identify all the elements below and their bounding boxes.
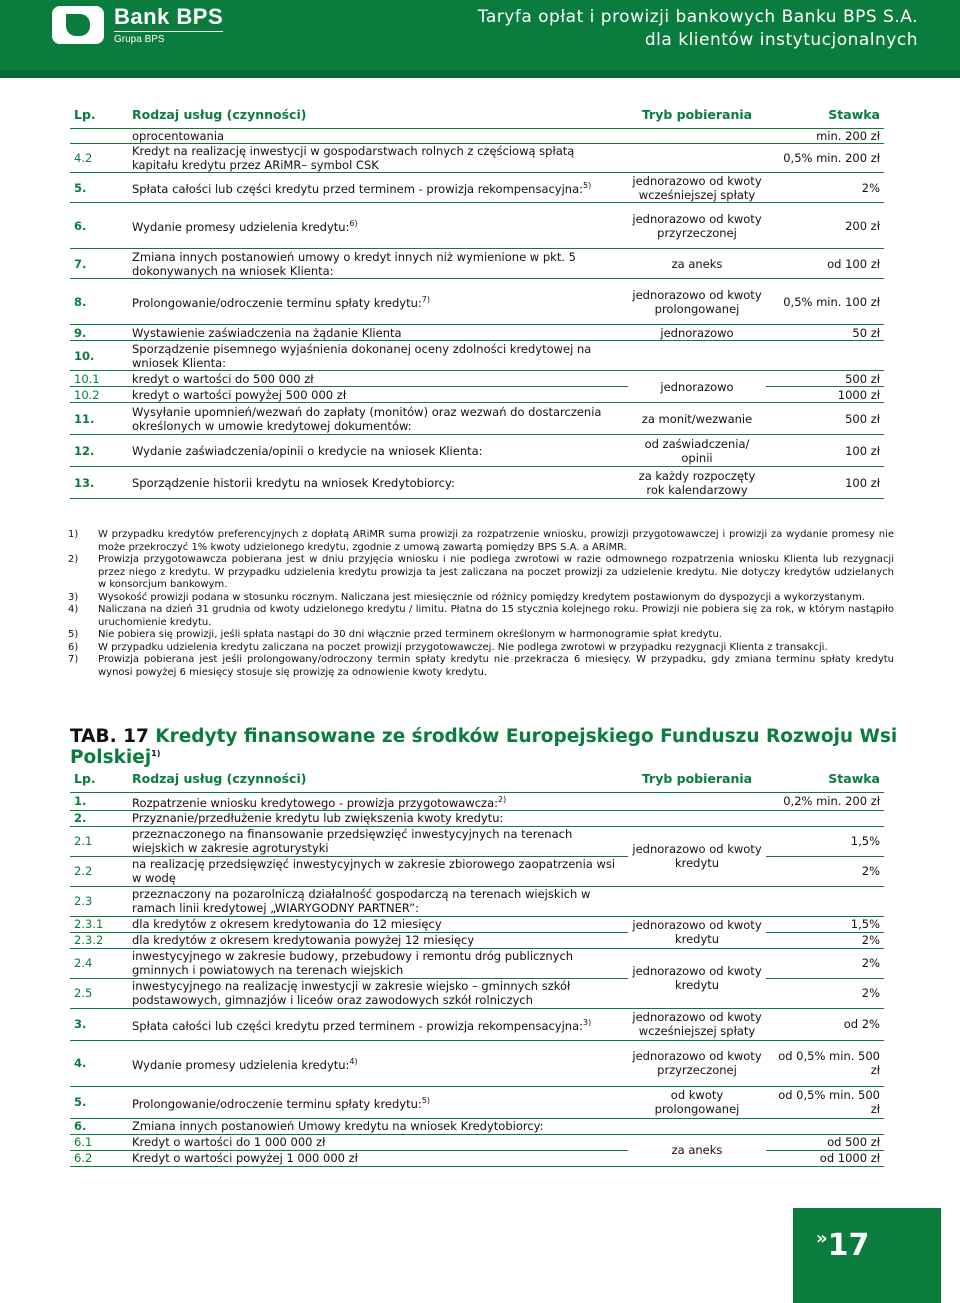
service-text: Sporządzenie pisemnego wyjaśnienia dokonanej oceny zdolności kredytowej na wniosek Klienta: xyxy=(132,341,592,370)
cell-mode: jednorazowo od kwoty przyrzeczonej xyxy=(628,1040,766,1086)
header-band xyxy=(0,70,960,78)
table-row xyxy=(70,341,884,371)
cell-mode: jednorazowo od kwoty przyrzeczonej xyxy=(628,203,766,249)
col-rate: Stawka xyxy=(766,102,884,129)
footnote xyxy=(68,629,894,642)
service-text: inwestycyjnego w zakresie budowy, przebudowy i remontu dróg publicznych gminnych i powiatowych na terenach wiejskich xyxy=(132,949,574,978)
cell-lp: 8. xyxy=(70,279,128,325)
cell-mode: jednorazowo od kwoty kredytu xyxy=(628,948,766,1008)
table-row xyxy=(70,810,884,826)
footnote-number: 6) xyxy=(68,641,79,653)
cell-rate: 2% xyxy=(766,173,884,203)
service-text: Zmiana innych postanowień umowy o kredyt innych niż wymienione w pkt. 5 dokonywanych na wniosek Klienta: xyxy=(132,249,576,278)
cell-service xyxy=(128,1150,628,1166)
cell-mode: za monit/wezwanie xyxy=(628,403,766,435)
cell-lp: 1. xyxy=(70,793,128,811)
footnote xyxy=(68,592,894,605)
footnote xyxy=(68,529,894,554)
cell-service xyxy=(128,1040,628,1086)
table-title-footnote: 1) xyxy=(151,748,161,758)
table-17-heading xyxy=(70,726,960,768)
logo-title: Bank BPS xyxy=(114,4,224,29)
cell-lp: 6.1 xyxy=(70,1134,128,1150)
table-row xyxy=(70,1118,884,1134)
cell-rate xyxy=(766,810,884,826)
cell-lp: 2.3 xyxy=(70,886,128,916)
service-text: Wysyłanie upomnień/wezwań do zapłaty (monitów) oraz wezwań do dostarczenia określonych w umowie kredytowej dokumentów: xyxy=(132,404,602,433)
table-row xyxy=(70,948,884,978)
page-marker: » xyxy=(816,1228,828,1249)
footnote xyxy=(68,604,894,629)
cell-mode: jednorazowo xyxy=(628,325,766,341)
col-rate: Stawka xyxy=(766,766,884,793)
cell-rate: od 1000 zł xyxy=(766,1150,884,1166)
cell-lp: 2.5 xyxy=(70,978,128,1008)
cell-rate: 2% xyxy=(766,948,884,978)
cell-service xyxy=(128,978,628,1008)
service-text: dla kredytów z okresem kredytowania powyżej 12 miesięcy xyxy=(132,933,475,948)
fee-table-continued xyxy=(70,102,884,499)
cell-service xyxy=(128,1118,628,1134)
cell-lp: 13. xyxy=(70,467,128,499)
cell-lp: 7. xyxy=(70,249,128,279)
cell-service xyxy=(128,948,628,978)
cell-mode: jednorazowo od kwoty kredytu xyxy=(628,916,766,948)
cell-service xyxy=(128,249,628,279)
cell-lp: 11. xyxy=(70,403,128,435)
cell-rate: 0,5% min. 100 zł xyxy=(766,279,884,325)
cell-lp: 3. xyxy=(70,1008,128,1040)
service-text: dla kredytów z okresem kredytowania do 12 miesięcy xyxy=(132,917,442,932)
service-text: na realizację przedsięwzięć inwestycyjnych w zakresie zbiorowego zaopatrzenia wsi w wodę xyxy=(132,857,616,886)
footnote-number: 5) xyxy=(68,629,79,640)
service-text: oprocentowania xyxy=(132,129,225,143)
table-title: Kredyty finansowane ze środków Europejskiego Funduszu Rozwoju Wsi Polskiej xyxy=(70,726,898,768)
footnotes xyxy=(68,529,894,679)
footnote-ref: 3) xyxy=(583,1017,592,1027)
cell-rate: 1,5% xyxy=(766,916,884,932)
footnote-ref: 6) xyxy=(349,219,358,229)
cell-rate: 2% xyxy=(766,978,884,1008)
cell-lp: 10. xyxy=(70,341,128,371)
cell-mode: od zaświadczenia/ opinii xyxy=(628,435,766,467)
cell-service xyxy=(128,1086,628,1118)
service-text: Spłata całości lub części kredytu przed terminem - prowizja rekompensacyjna: xyxy=(132,181,584,196)
cell-service xyxy=(128,916,628,932)
table-row xyxy=(70,826,884,856)
cell-lp: 2.1 xyxy=(70,826,128,856)
col-mode: Tryb pobierania xyxy=(628,102,766,129)
cell-service xyxy=(128,371,628,387)
cell-service xyxy=(128,793,628,811)
table-row xyxy=(70,249,884,279)
cell-rate: 100 zł xyxy=(766,435,884,467)
footnote-number: 2) xyxy=(68,554,79,565)
cell-rate: 0,2% min. 200 zł xyxy=(766,793,884,811)
title-line-2: dla klientów instytucjonalnych xyxy=(644,30,918,50)
cell-lp: 5. xyxy=(70,1086,128,1118)
cell-lp: 2.4 xyxy=(70,948,128,978)
cell-lp: 6. xyxy=(70,1118,128,1134)
footnote-text: Naliczana na dzień 31 grudnia od kwoty udzielonego kredytu / limitu. Płatna do 15 stycznia kolejnego roku. Prowizji nie pobiera się za rok, w którym nastąpiło uruchomienie kredytu. xyxy=(98,604,894,628)
cell-mode: jednorazowo od kwoty kredytu xyxy=(628,826,766,886)
fee-table-17 xyxy=(70,766,884,1167)
service-text: Prolongowanie/odroczenie terminu spłaty kredytu: xyxy=(132,295,422,310)
cell-rate: od 0,5% min. 500 zł xyxy=(766,1040,884,1086)
footnote-ref: 5) xyxy=(421,1095,431,1105)
cell-service xyxy=(128,203,628,249)
cell-service xyxy=(128,403,628,435)
cell-lp: 2. xyxy=(70,810,128,826)
cell-rate: 0,5% min. 200 zł xyxy=(766,144,884,173)
footnote-text: Prowizja przygotowawcza pobierana jest w dniu przyjęcia wniosku i nie podlega zwrotowi w razie odmownego rozpatrzenia wniosku Klienta lub rezygnacji przez niego z kredytu. W przypadku udzielenia kredytu prowizja ta jest zaliczana na poczet prowizji za udzielenie kredytu. Nie dotyczy kredytów udzielanych w konsorcjum bankowym. xyxy=(98,554,894,590)
page-number-value: 17 xyxy=(827,1228,870,1263)
cell-service xyxy=(128,810,628,826)
cell-rate: 100 zł xyxy=(766,467,884,499)
table-row xyxy=(70,403,884,435)
table-row xyxy=(70,129,884,144)
cell-rate: 2% xyxy=(766,932,884,948)
footnote-number: 3) xyxy=(68,591,79,603)
cell-lp: 2.3.1 xyxy=(70,916,128,932)
cell-service xyxy=(128,129,628,144)
table-row xyxy=(70,916,884,932)
cell-mode xyxy=(628,886,766,916)
table-row xyxy=(70,279,884,325)
cell-mode: za aneks xyxy=(628,249,766,279)
cell-rate: min. 200 zł xyxy=(766,129,884,144)
cell-lp: 2.3.2 xyxy=(70,932,128,948)
cell-mode: jednorazowo od kwoty wcześniejszej spłaty xyxy=(628,1008,766,1040)
col-lp: Lp. xyxy=(70,102,128,129)
service-text: Kredyt na realizację inwestycji w gospodarstwach rolnych z częściową spłatą kapitału kredytu przez ARiMR– symbol CSK xyxy=(132,144,575,172)
table-row xyxy=(70,173,884,203)
col-mode: Tryb pobierania xyxy=(628,766,766,793)
cell-lp: 10.1 xyxy=(70,371,128,387)
cell-service xyxy=(128,144,628,173)
cell-lp: 4.2 xyxy=(70,144,128,173)
cell-rate: 500 zł xyxy=(766,371,884,387)
cell-service xyxy=(128,435,628,467)
service-text: Kredyt o wartości powyżej 1 000 000 zł xyxy=(132,1151,358,1166)
cell-mode: od kwoty prolongowanej xyxy=(628,1086,766,1118)
footnote-ref: 4) xyxy=(349,1056,358,1066)
cell-lp: 10.2 xyxy=(70,387,128,403)
cell-lp: 6. xyxy=(70,203,128,249)
document-title xyxy=(478,6,918,52)
service-text: inwestycyjnego na realizację inwestycji w zakresie wiejsko – gminnych szkół podstawowych, gimnazjów i liceów oraz zawodowych szkół rolniczych xyxy=(132,979,571,1008)
cell-mode: jednorazowo od kwoty prolongowanej xyxy=(628,279,766,325)
cell-mode xyxy=(628,1118,766,1134)
table-row xyxy=(70,1134,884,1150)
cell-mode: za aneks xyxy=(628,1134,766,1166)
service-text: kredyt o wartości powyżej 500 000 zł xyxy=(132,387,347,402)
cell-service xyxy=(128,341,628,371)
cell-rate: 1,5% xyxy=(766,826,884,856)
footnote-text: Nie pobiera się prowizji, jeśli spłata nastąpi do 30 dni włącznie przed terminem określonym w harmonogramie spłat kredytu. xyxy=(98,629,722,640)
service-text: Wystawienie zaświadczenia na żądanie Klienta xyxy=(132,325,402,340)
title-line-1: Taryfa opłat i prowizji bankowych Banku BPS S.A. xyxy=(477,7,918,27)
footnote xyxy=(68,554,894,592)
logo-icon xyxy=(52,6,104,44)
page-header xyxy=(0,0,960,78)
service-text: Sporządzenie historii kredytu na wniosek Kredytobiorcy: xyxy=(132,475,455,490)
footnote-number: 7) xyxy=(68,654,79,665)
cell-rate: od 2% xyxy=(766,1008,884,1040)
cell-mode: za każdy rozpoczęty rok kalendarzowy xyxy=(628,467,766,499)
service-text: Wydanie promesy udzielenia kredytu: xyxy=(132,1057,350,1072)
footnote-text: Prowizja pobierana jest jeśli prolongowany/odroczony termin spłaty kredytu nie przekracza 6 miesięcy. W przypadku, gdy zmiana terminu spłaty kredytu wynosi powyżej 6 miesięcy stosuje się prowizję za odnowienie kwoty kredytu. xyxy=(98,654,894,678)
page-number xyxy=(816,1228,869,1263)
cell-rate xyxy=(766,1118,884,1134)
cell-rate: od 100 zł xyxy=(766,249,884,279)
cell-rate: 50 zł xyxy=(766,325,884,341)
cell-rate: od 0,5% min. 500 zł xyxy=(766,1086,884,1118)
service-text: Zmiana innych postanowień Umowy kredytu na wniosek Kredytobiorcy: xyxy=(132,1119,544,1134)
service-text: Rozpatrzenie wniosku kredytowego - prowizja przygotowawcza: xyxy=(132,795,498,810)
table-row xyxy=(70,371,884,387)
col-service: Rodzaj usług (czynności) xyxy=(128,766,628,793)
cell-lp: 9. xyxy=(70,325,128,341)
service-text: Przyznanie/przedłużenie kredytu lub zwiększenia kwoty kredytu: xyxy=(132,811,504,826)
footnote-ref: 5) xyxy=(583,181,592,191)
cell-service xyxy=(128,1134,628,1150)
table-row xyxy=(70,203,884,249)
table-row xyxy=(70,793,884,811)
table-row xyxy=(70,467,884,499)
cell-rate: 2% xyxy=(766,856,884,886)
cell-mode: jednorazowo od kwoty wcześniejszej spłaty xyxy=(628,173,766,203)
cell-lp: 5. xyxy=(70,173,128,203)
cell-service xyxy=(128,279,628,325)
cell-mode xyxy=(628,144,766,173)
footnote xyxy=(68,654,894,679)
footnote-number: 1) xyxy=(68,529,79,540)
cell-service xyxy=(128,467,628,499)
table-number: TAB. 17 xyxy=(70,726,149,747)
cell-service xyxy=(128,325,628,341)
footnote-ref: 7) xyxy=(421,295,431,305)
col-service: Rodzaj usług (czynności) xyxy=(128,102,628,129)
cell-service xyxy=(128,1008,628,1040)
cell-mode xyxy=(628,810,766,826)
logo-subtitle: Grupa BPS xyxy=(114,31,223,45)
table-row xyxy=(70,1086,884,1118)
cell-lp: 12. xyxy=(70,435,128,467)
cell-mode xyxy=(628,341,766,371)
table-row xyxy=(70,1008,884,1040)
table-row xyxy=(70,886,884,916)
cell-service xyxy=(128,856,628,886)
footnote-ref: 2) xyxy=(498,795,507,804)
cell-rate: 500 zł xyxy=(766,403,884,435)
service-text: Wydanie zaświadczenia/opinii o kredycie na wniosek Klienta: xyxy=(132,443,483,458)
table-row xyxy=(70,435,884,467)
bank-logo xyxy=(52,5,223,45)
cell-mode xyxy=(628,793,766,811)
service-text: Prolongowanie/odroczenie terminu spłaty kredytu: xyxy=(132,1096,422,1111)
footnote-text: W przypadku udzielenia kredytu zaliczana na poczet prowizji przygotowawczej. Nie podlega zwrotowi w przypadku rezygnacji Klienta z transakcji. xyxy=(98,641,828,653)
cell-service xyxy=(128,932,628,948)
service-text: przeznaczony na pozarolniczą działalność gospodarczą na terenach wiejskich w ramach linii kredytowej „WIARYGODNY PARTNER”: xyxy=(132,887,591,916)
footnote-text: Wysokość prowizji podana w stosunku rocznym. Naliczana jest miesięcznie od różnicy pomiędzy kredytem postawionym do dyspozycji a wykorzystanym. xyxy=(98,591,865,603)
cell-rate xyxy=(766,886,884,916)
cell-lp xyxy=(70,129,128,144)
cell-mode xyxy=(628,129,766,144)
cell-rate: 1000 zł xyxy=(766,387,884,403)
col-lp: Lp. xyxy=(70,766,128,793)
cell-lp: 4. xyxy=(70,1040,128,1086)
cell-lp: 2.2 xyxy=(70,856,128,886)
cell-mode: jednorazowo xyxy=(628,371,766,403)
service-text: Wydanie promesy udzielenia kredytu: xyxy=(132,219,350,234)
footnote-number: 4) xyxy=(68,604,79,615)
table-row xyxy=(70,1040,884,1086)
footnote xyxy=(68,642,894,655)
cell-service xyxy=(128,173,628,203)
cell-service xyxy=(128,826,628,856)
table-row xyxy=(70,144,884,173)
footnote-text: W przypadku kredytów preferencyjnych z dopłatą ARiMR suma prowizji za rozpatrzenie wniosku, prowizji przygotowawczej i prowizji za wydanie promesy nie może przekroczyć 1% kwoty udzielonego kredytu, zgodnie z umową zawartą pomiędzy BPS S.A. a ARiMR. xyxy=(98,529,894,553)
table-row xyxy=(70,325,884,341)
cell-service xyxy=(128,886,628,916)
service-text: kredyt o wartości do 500 000 zł xyxy=(132,371,314,386)
cell-rate: od 500 zł xyxy=(766,1134,884,1150)
cell-service xyxy=(128,387,628,403)
service-text: Spłata całości lub części kredytu przed terminem - prowizja rekompensacyjna: xyxy=(132,1018,584,1033)
cell-rate: 200 zł xyxy=(766,203,884,249)
cell-rate xyxy=(766,341,884,371)
service-text: Kredyt o wartości do 1 000 000 zł xyxy=(132,1135,326,1150)
service-text: przeznaczonego na finansowanie przedsięwzięć inwestycyjnych na terenach wiejskich w zakresie agroturystyki xyxy=(132,827,573,856)
cell-lp: 6.2 xyxy=(70,1150,128,1166)
